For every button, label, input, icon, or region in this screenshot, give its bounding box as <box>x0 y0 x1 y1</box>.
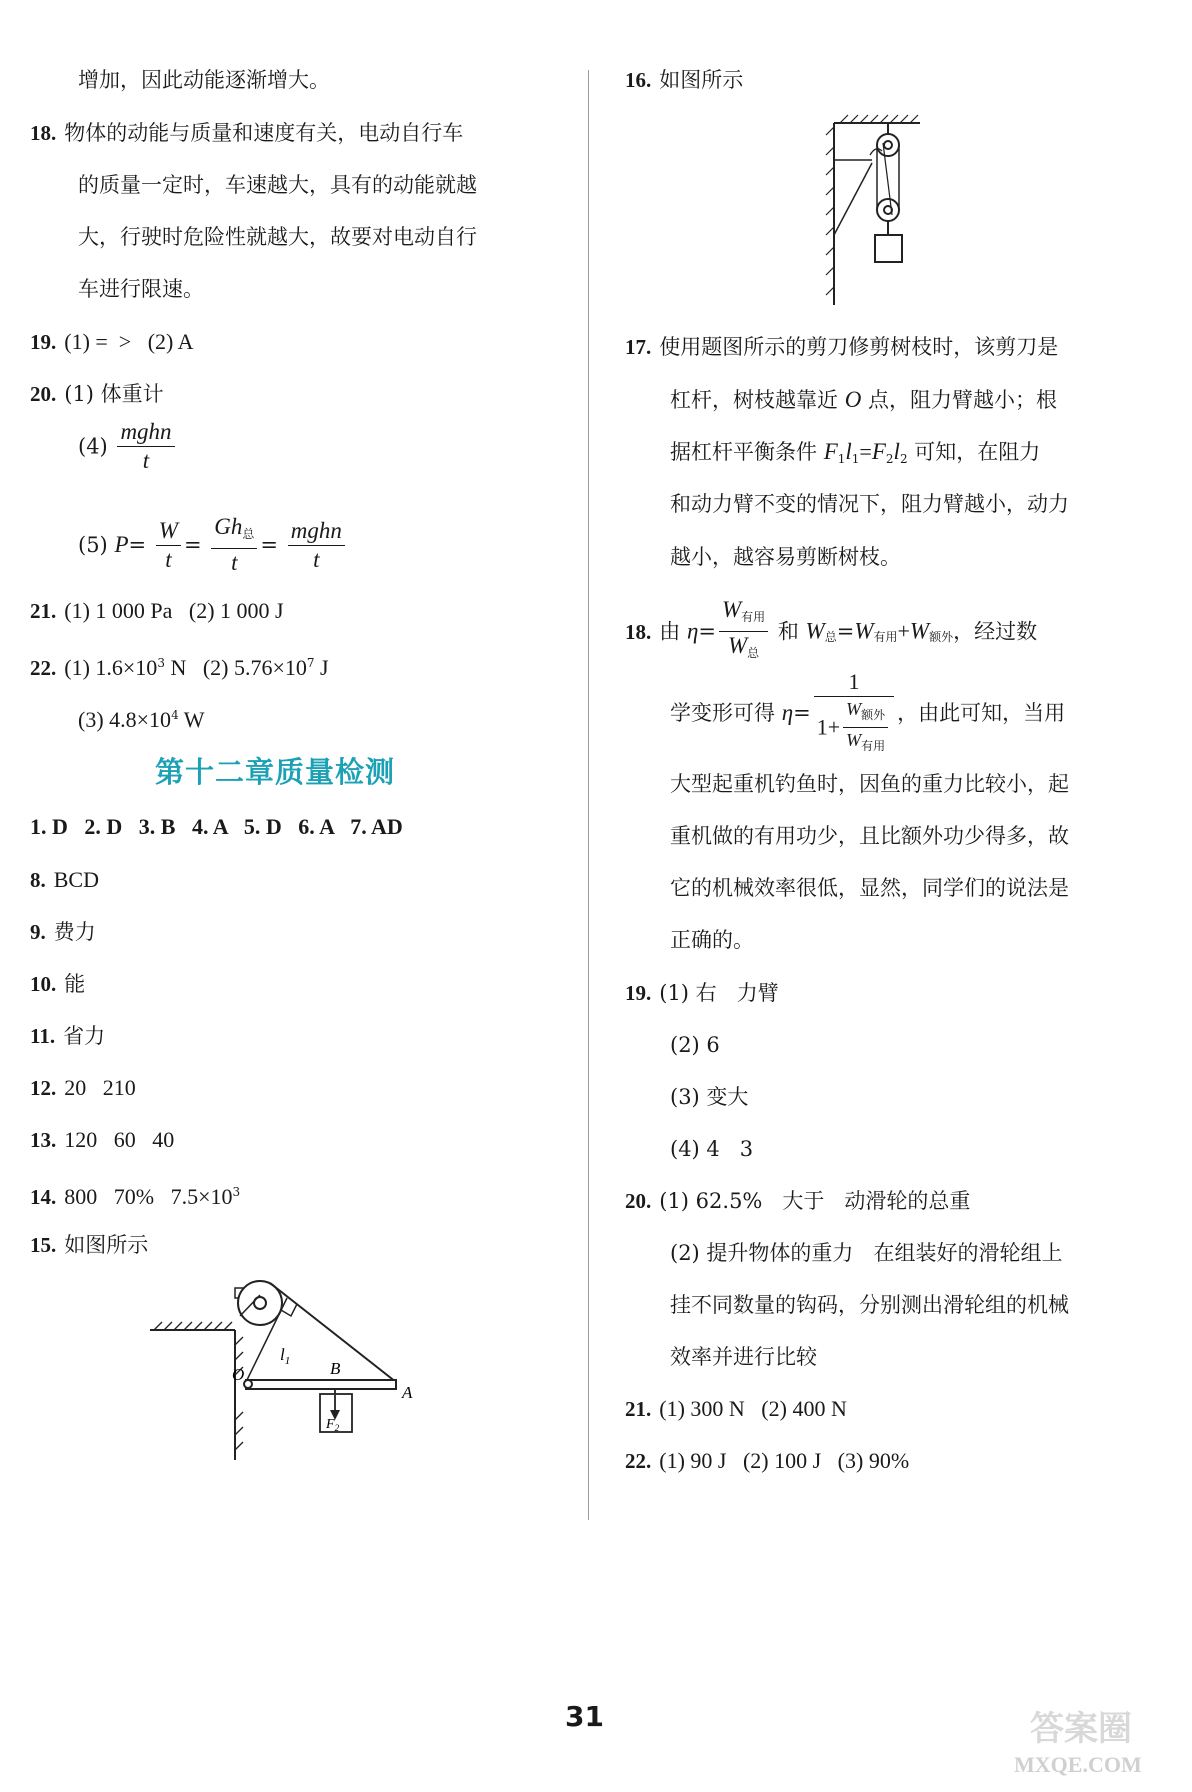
fraction-Gh-t: $\frac{Gh_总}{t}$ <box>211 515 257 575</box>
answer-18-line5-right: 它的机械效率很低，显然，同学们的说法是 <box>670 876 1069 900</box>
answer-18-line6-right: 正确的。 <box>670 928 754 952</box>
label-O: O <box>232 1365 245 1384</box>
answer-18-line3-right: 大型起重机钓鱼时，因鱼的重力比较小，起 <box>670 772 1069 796</box>
label-B: B <box>330 1359 341 1378</box>
label-l1: $l_1$ <box>280 1345 291 1367</box>
answer-9: 9. 费力 <box>30 920 96 944</box>
answer-20-4: (4) $\frac{\text{mghn}}{t}$ <box>78 420 178 473</box>
answer-11: 11. 省力 <box>30 1024 106 1048</box>
column-divider <box>588 70 589 1520</box>
answer-20-3: 挂不同数量的钩码，分别测出滑轮组的机械 <box>670 1293 1069 1317</box>
answer-22: 22. (1) $1.6\times 10^3$ N (2) $5.76\times 10^7$ J <box>30 655 329 680</box>
answer-20-2: (2) 提升物体的重力 在组装好的滑轮组上 <box>670 1241 1063 1265</box>
svg-text:答案圈: 答案圈 <box>1030 1711 1132 1748</box>
answer-14: 14. 800 70% $7.5\times 10^3$ <box>30 1184 241 1209</box>
answer-18-line4: 车进行限速。 <box>78 277 204 301</box>
answer-22-3: (3) $4.8\times 10^4$ W <box>78 707 205 732</box>
answer-17-line3: 据杠杆平衡条件 $F_1l_1=F_2l_2$ 可知，在阻力 <box>670 439 1041 466</box>
fraction-efficiency-transformed: 1 1+ $\frac{W_{额外}}{W_{有用}}$ <box>814 670 894 756</box>
answer-16: 16. 如图所示 <box>625 68 744 92</box>
label-F2: $F_2$ <box>326 1417 340 1433</box>
pulley-diagram <box>820 105 960 310</box>
answer-18-line3: 大，行驶时危险性就越大，故要对电动自行 <box>78 225 477 249</box>
svg-text:MXQE.COM: MXQE.COM <box>1014 1752 1142 1777</box>
label-A: A <box>402 1383 413 1402</box>
answer-18-line2: 的质量一定时，车速越大，具有的动能就越 <box>78 173 477 197</box>
answer-19-2: (2) 6 <box>670 1033 720 1057</box>
answers-1-7: 1. D 2. D 3. B 4. A 5. D 6. A 7. AD <box>30 814 403 839</box>
lever-diagram <box>140 1270 440 1470</box>
answer-20-5: (5) P= $\frac{W}{t}$ = $\frac{Gh_总}{t}$ = $\frac{\text{mghn}}{t}$ <box>78 515 348 575</box>
answer-17-line4: 和动力臂不变的情况下，阻力臂越小，动力 <box>670 492 1069 516</box>
fraction-mghn-t-2: $\frac{\text{mghn}}{t}$ <box>288 519 345 572</box>
answer-20: 20. (1) 体重计 <box>30 382 164 406</box>
fraction-efficiency: $\frac{W_{有用}}{W_总}$ <box>719 598 768 665</box>
answer-20-right: 20. (1) 62.5% 大于 动滑轮的总重 <box>625 1189 971 1213</box>
answer-10: 10. 能 <box>30 972 86 996</box>
answer-17: 17. 使用题图所示的剪刀修剪树枝时，该剪刀是 <box>625 335 1059 359</box>
answer-12: 12. 20 210 <box>30 1075 136 1100</box>
answer-8: 8. BCD <box>30 867 99 892</box>
answer-18-right: 18. 由 η= $\frac{W_{有用}}{W_总}$ 和 $W_总=W_{有用}+W_{额外}$，经过数 <box>625 598 1037 665</box>
answer-19-4: (4) 4 3 <box>670 1137 754 1161</box>
answer-13: 13. 120 60 40 <box>30 1127 175 1152</box>
answer-20-4: 效率并进行比较 <box>670 1345 817 1369</box>
answer-18: 18. 物体的动能与质量和速度有关，电动自行车 <box>30 121 464 145</box>
answer-19-right: 19. (1) 右 力臂 <box>625 981 779 1005</box>
answer-22-right: 22. (1) 90 J (2) 100 J (3) 90% <box>625 1448 910 1473</box>
fraction-mghn-t: $\frac{\text{mghn}}{t}$ <box>117 420 174 473</box>
fraction-W-t: $\frac{W}{t}$ <box>156 519 181 572</box>
answer-21-right: 21. (1) 300 N (2) 400 N <box>625 1396 847 1421</box>
watermark-logo <box>1010 1700 1180 1780</box>
answer-17-line5: 越小，越容易剪断树枝。 <box>670 545 901 569</box>
answer-19: 19. (1) = > (2) A <box>30 329 194 354</box>
answer-15: 15. 如图所示 <box>30 1233 149 1257</box>
answer-19-3: (3) 变大 <box>670 1085 749 1109</box>
answer-21: 21. (1) 1 000 Pa (2) 1 000 J <box>30 598 284 623</box>
answer-18-line4-right: 重机做的有用功少，且比额外功少得多，故 <box>670 824 1069 848</box>
answer-17-line2: 杠杆，树枝越靠近 O 点，阻力臂越小；根 <box>670 387 1057 412</box>
line-continuation: 增加，因此动能逐渐增大。 <box>78 68 330 92</box>
page-number: 31 <box>565 1700 604 1733</box>
answer-18-line2-right: 学变形可得 η= 1 1+ $\frac{W_{额外}}{W_{有用}}$ ，由此可知，当用 <box>670 670 1065 756</box>
section-title: 第十二章质量检测 <box>155 755 396 789</box>
